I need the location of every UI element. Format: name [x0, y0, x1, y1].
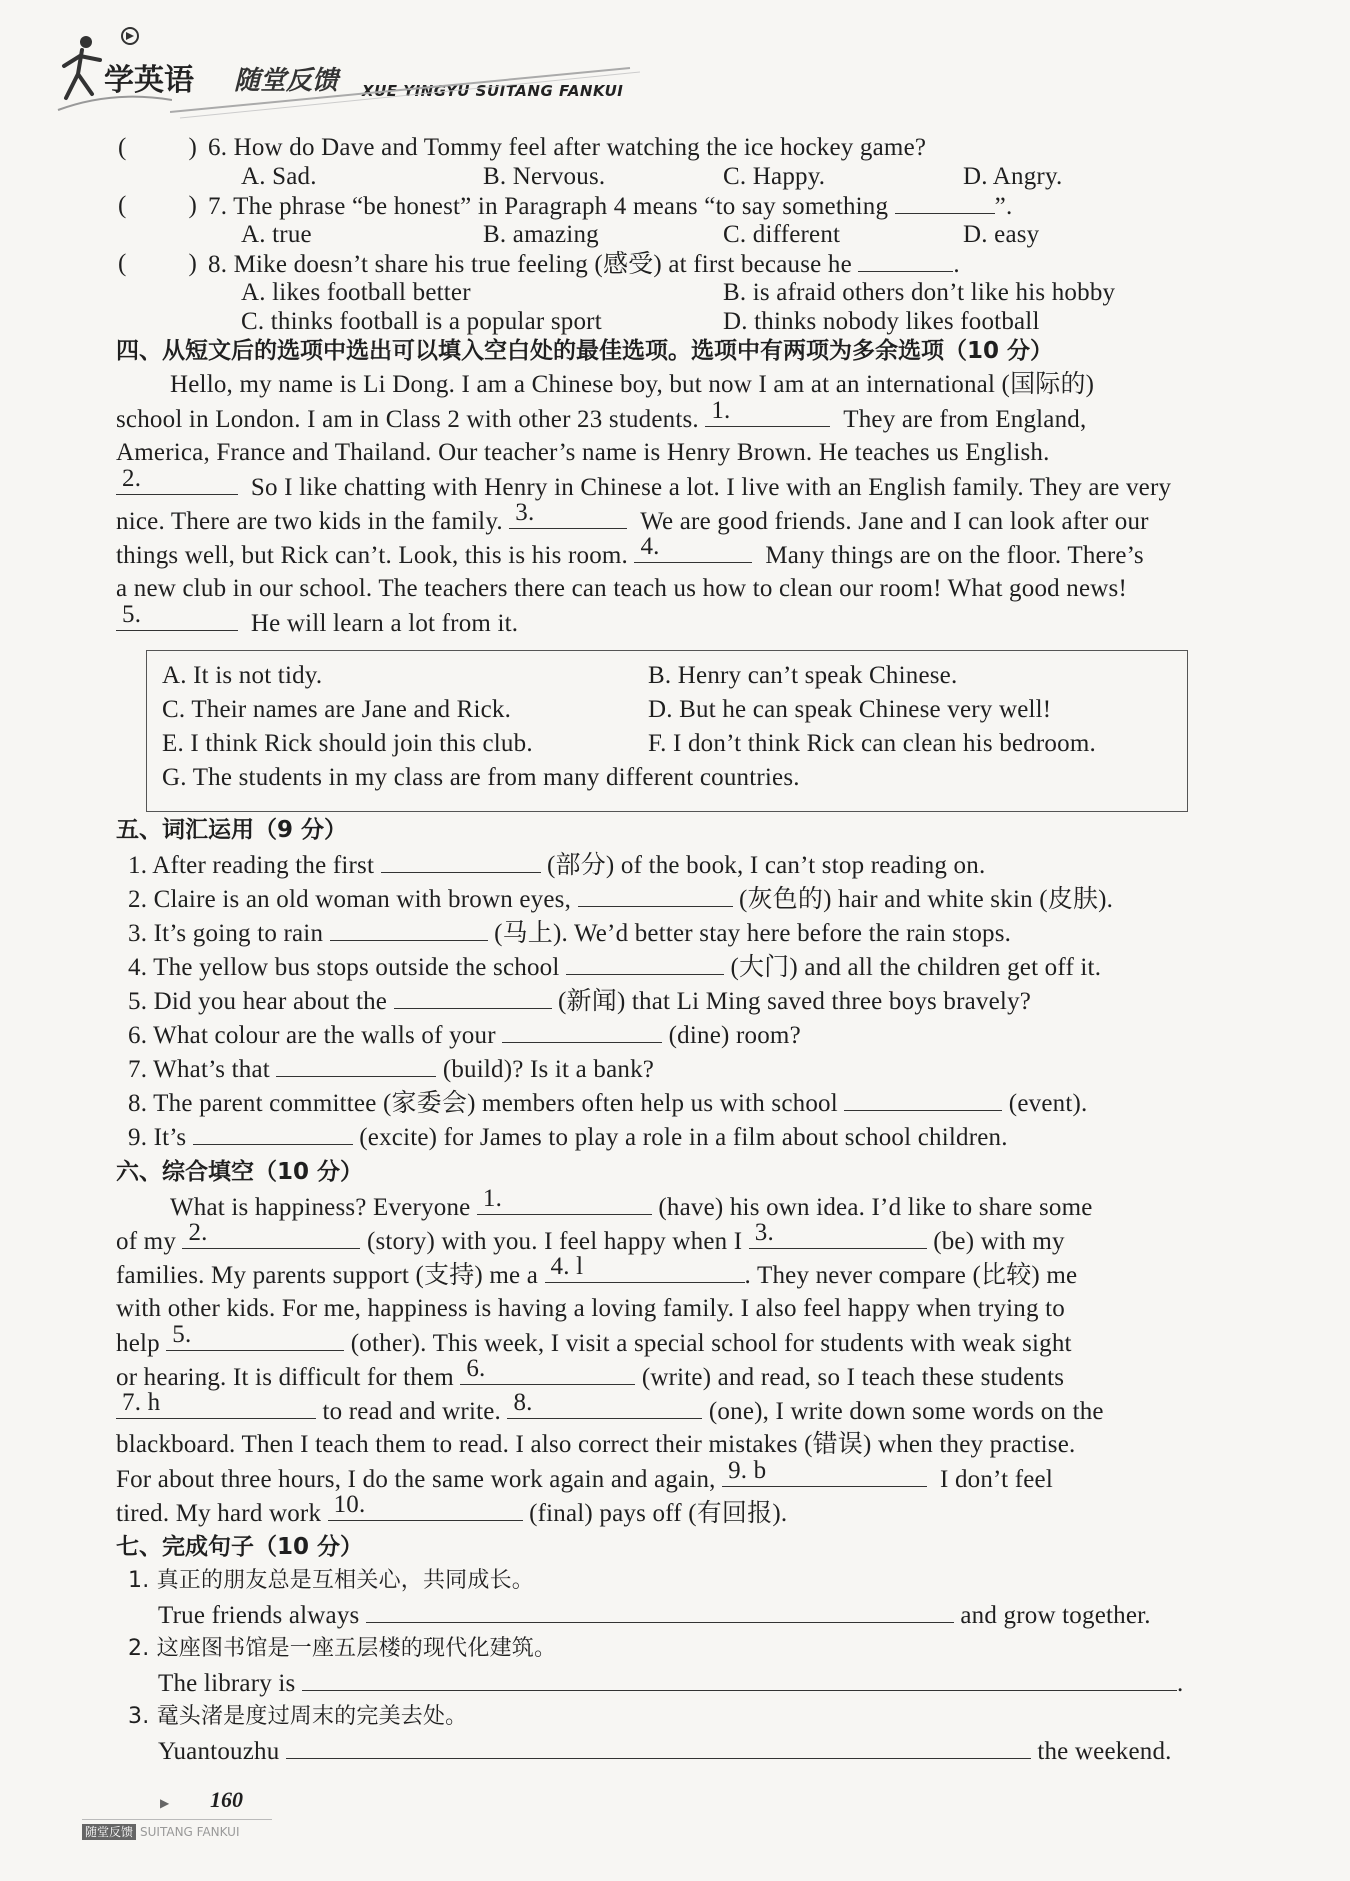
passage-blank-5[interactable]: 5.	[116, 608, 238, 631]
q6-option-c[interactable]: C. Happy.	[723, 163, 826, 190]
passage-line: families. My parents support (支持) me a 4. l . They never compare (比较) me	[116, 1253, 1078, 1289]
cloze-blank-3[interactable]: 3.	[749, 1226, 927, 1249]
option-e[interactable]: E. I think Rick should join this club.	[162, 730, 533, 757]
vocab-blank-5[interactable]	[394, 986, 552, 1009]
cloze-blank-1[interactable]: 1.	[477, 1192, 652, 1215]
section-7-title: 七、完成句子（10 分）	[116, 1534, 364, 1560]
page-number: 160	[210, 1787, 243, 1812]
section-5-title: 五、词汇运用（9 分）	[116, 817, 348, 843]
q7-stem: 7. The phrase “be honest” in Paragraph 4 means “to say something ”.	[208, 193, 1013, 220]
q7-blank[interactable]	[895, 191, 995, 214]
passage-blank-4[interactable]: 4.	[634, 540, 752, 563]
q8-option-c[interactable]: C. thinks football is a popular sport	[241, 308, 602, 335]
sentence-1-blank[interactable]	[366, 1600, 954, 1623]
header-subtitle: 随堂反馈	[234, 66, 339, 96]
header-english: XUE YINGYU SUITANG FANKUI	[362, 82, 624, 100]
passage-line: 2. So I like chatting with Henry in Chinese a lot. I live with an English family. They are very	[116, 472, 1171, 503]
vocab-blank-1[interactable]	[381, 850, 541, 873]
option-d[interactable]: D. But he can speak Chinese very well!	[648, 696, 1052, 723]
vocab-blank-6[interactable]	[502, 1020, 662, 1043]
vocab-item-3: 3. It’s going to rain (马上). We’d better stay here before the rain stops.	[128, 920, 1012, 947]
passage-line: with other kids. For me, happiness is having a loving family. I also feel happy when trying to	[116, 1295, 1065, 1322]
passage-line: school in London. I am in Class 2 with other 23 students. 1. They are from England,	[116, 397, 1087, 433]
q8-option-a[interactable]: A. likes football better	[241, 279, 471, 306]
passage-blank-1[interactable]: 1.	[705, 404, 830, 427]
passage-line: What is happiness? Everyone 1. (have) his own idea. I’d like to share some	[170, 1185, 1093, 1221]
vocab-item-2: 2. Claire is an old woman with brown eyes, (灰色的) hair and white skin (皮肤).	[128, 886, 1114, 913]
q7-option-d[interactable]: D. easy	[963, 221, 1040, 248]
sentence-2: The library is .	[158, 1670, 1184, 1697]
q6-option-b[interactable]: B. Nervous.	[483, 163, 606, 190]
footer-tag: 随堂反馈 SUITANG FANKUI	[82, 1823, 240, 1841]
vocab-item-8: 8. The parent committee (家委会) members often help us with school (event).	[128, 1090, 1088, 1117]
q7-option-a[interactable]: A. true	[241, 221, 312, 248]
passage-line: blackboard. Then I teach them to read. I also correct their mistakes (错误) when they practise.	[116, 1431, 1076, 1458]
q7-option-b[interactable]: B. amazing	[483, 221, 599, 248]
section-4-title: 四、从短文后的选项中选出可以填入空白处的最佳选项。选项中有两项为多余选项（10 分）	[116, 338, 1054, 364]
vocab-blank-2[interactable]	[578, 884, 733, 907]
vocab-item-9: 9. It’s (excite) for James to play a role in a film about school children.	[128, 1124, 1008, 1151]
q6-option-d[interactable]: D. Angry.	[963, 163, 1063, 190]
q8-paren[interactable]: ( )	[118, 250, 198, 277]
q8-option-d[interactable]: D. thinks nobody likes football	[723, 308, 1040, 335]
sentence-1: True friends always and grow together.	[158, 1602, 1151, 1629]
sentence-2-blank[interactable]	[302, 1668, 1177, 1691]
vocab-blank-3[interactable]	[330, 918, 488, 941]
q8-stem: 8. Mike doesn’t share his true feeling (感受) at first because he .	[208, 251, 960, 278]
passage-line: 5. He will learn a lot from it.	[116, 608, 518, 639]
q6-stem: 6. How do Dave and Tommy feel after watching the ice hockey game?	[208, 134, 927, 161]
cloze-blank-8[interactable]: 8.	[507, 1396, 702, 1419]
vocab-item-5: 5. Did you hear about the (新闻) that Li Ming saved three boys bravely?	[128, 988, 1032, 1015]
footer-rule	[82, 1819, 272, 1820]
q6-paren[interactable]: ( )	[118, 134, 198, 161]
passage-line: tired. My hard work 10. (final) pays off (有回报).	[116, 1491, 788, 1527]
passage-blank-3[interactable]: 3.	[509, 506, 627, 529]
passage-line: For about three hours, I do the same work again and again, 9. b I don’t feel	[116, 1457, 1053, 1493]
passage-line: nice. There are two kids in the family. 3. We are good friends. Jane and I can look after our	[116, 499, 1149, 535]
footer-arrow-icon: ▶	[160, 1796, 170, 1810]
passage-blank-2[interactable]: 2.	[116, 472, 238, 495]
cloze-blank-5[interactable]: 5.	[166, 1328, 344, 1351]
passage-line: 7. h to read and write. 8. (one), I write down some words on the	[116, 1396, 1104, 1427]
vocab-item-6: 6. What colour are the walls of your (dine) room?	[128, 1022, 801, 1049]
sentence-1-chinese: 1. 真正的朋友总是互相关心，共同成长。	[128, 1568, 534, 1593]
cloze-blank-10[interactable]: 10.	[328, 1498, 523, 1521]
passage-line: America, France and Thailand. Our teacher’s name is Henry Brown. He teaches us English.	[116, 439, 1050, 466]
passage-line: a new club in our school. The teachers there can teach us how to clean our room! What good news!	[116, 575, 1127, 602]
q7-option-c[interactable]: C. different	[723, 221, 841, 248]
q8-blank[interactable]	[858, 249, 953, 272]
option-c[interactable]: C. Their names are Jane and Rick.	[162, 696, 512, 723]
passage-line: things well, but Rick can’t. Look, this is his room. 4. Many things are on the floor. There’s	[116, 533, 1144, 569]
q6-option-a[interactable]: A. Sad.	[241, 163, 317, 190]
option-a[interactable]: A. It is not tidy.	[162, 662, 323, 689]
section-6-title: 六、综合填空（10 分）	[116, 1159, 364, 1185]
q8-option-b[interactable]: B. is afraid others don’t like his hobby	[723, 279, 1116, 306]
option-b[interactable]: B. Henry can’t speak Chinese.	[648, 662, 958, 689]
sentence-3-blank[interactable]	[286, 1736, 1031, 1759]
vocab-blank-4[interactable]	[566, 952, 724, 975]
cloze-blank-4[interactable]: 4. l	[545, 1260, 745, 1283]
cloze-blank-7[interactable]: 7. h	[116, 1396, 316, 1419]
passage-line: or hearing. It is difficult for them 6. (write) and read, so I teach these students	[116, 1355, 1065, 1391]
passage-line: Hello, my name is Li Dong. I am a Chinese boy, but now I am at an international (国际的)	[170, 371, 1095, 398]
q7-paren[interactable]: ( )	[118, 192, 198, 219]
sentence-2-chinese: 2. 这座图书馆是一座五层楼的现代化建筑。	[128, 1636, 557, 1661]
sentence-3-chinese: 3. 鼋头渚是度过周末的完美去处。	[128, 1704, 468, 1729]
cloze-blank-9[interactable]: 9. b	[722, 1464, 927, 1487]
passage-line: of my 2. (story) with you. I feel happy when I 3. (be) with my	[116, 1219, 1065, 1255]
option-g[interactable]: G. The students in my class are from many different countries.	[162, 764, 800, 791]
vocab-blank-9[interactable]	[193, 1122, 353, 1145]
cloze-blank-6[interactable]: 6.	[460, 1362, 635, 1385]
header-title: 学英语	[104, 63, 194, 98]
vocab-item-4: 4. The yellow bus stops outside the school (大门) and all the children get off it.	[128, 954, 1102, 981]
vocab-blank-8[interactable]	[844, 1088, 1002, 1111]
header-swoosh	[170, 62, 640, 122]
vocab-item-7: 7. What’s that (build)? Is it a bank?	[128, 1056, 655, 1083]
vocab-item-1: 1. After reading the first (部分) of the book, I can’t stop reading on.	[128, 852, 986, 879]
passage-line: help 5. (other). This week, I visit a special school for students with weak sight	[116, 1321, 1072, 1357]
option-f[interactable]: F. I don’t think Rick can clean his bedroom.	[648, 730, 1096, 757]
sentence-3: Yuantouzhu the weekend.	[158, 1738, 1172, 1765]
vocab-blank-7[interactable]	[276, 1054, 436, 1077]
cloze-blank-2[interactable]: 2.	[182, 1226, 360, 1249]
